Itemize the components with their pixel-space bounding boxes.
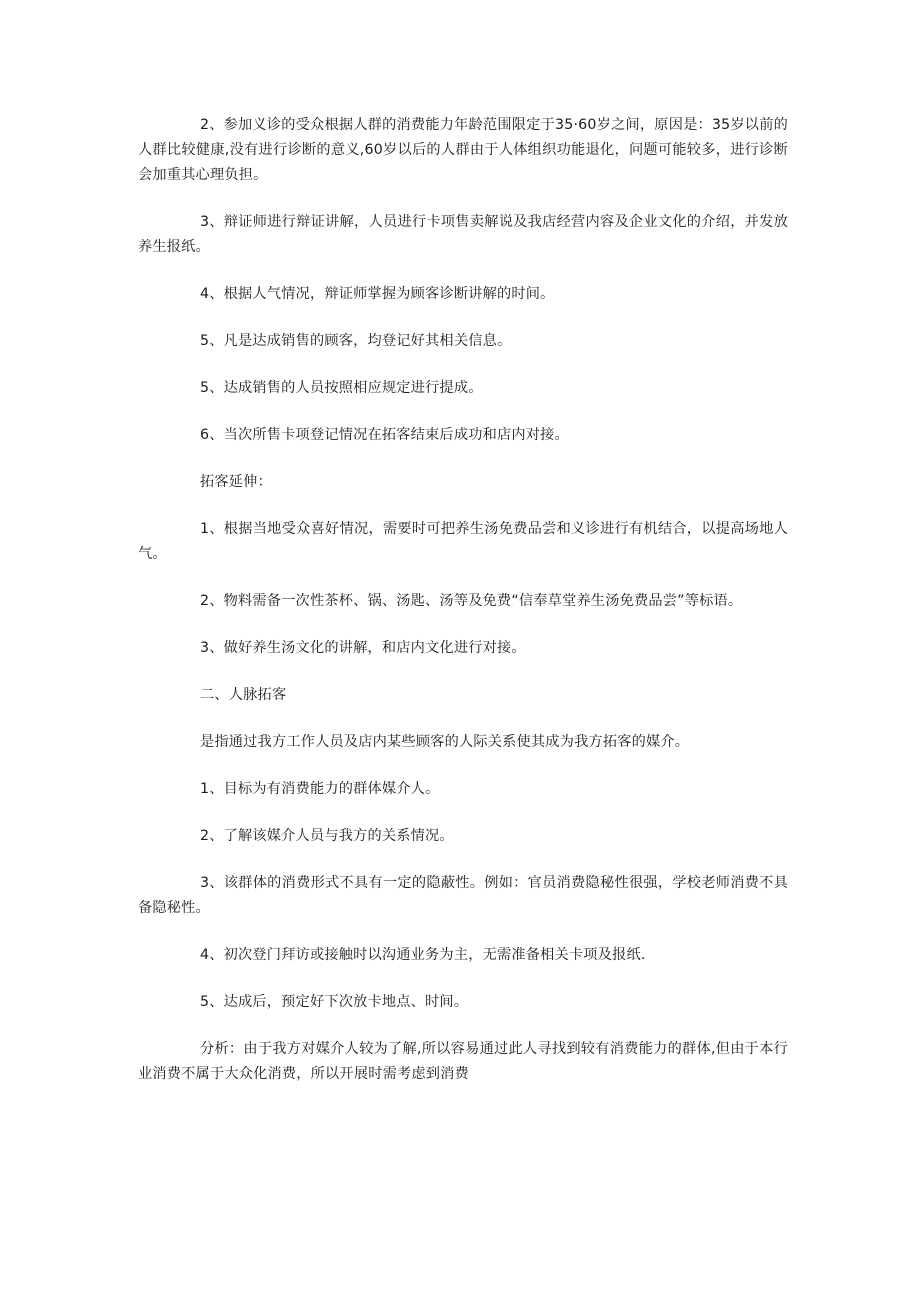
- paragraph-network-5: 5、达成后，预定好下次放卡地点、时间。: [200, 994, 469, 1010]
- section-heading-extension: 拓客延伸：: [200, 474, 272, 490]
- paragraph-extension-3: 3、做好养生汤文化的讲解，和店内文化进行对接。: [200, 640, 526, 656]
- paragraph-network-definition: 是指通过我方工作人员及店内某些顾客的人际关系使其成为我方拓客的媒介。: [200, 734, 690, 750]
- paragraph-network-3: 3、该群体的消费形式不具有一定的隐蔽性。例如：官员消费隐秘性很强，学校老师消费不具备隐秘性。: [138, 875, 788, 916]
- paragraph-commission: 5、达成销售的人员按照相应规定进行提成。: [200, 380, 483, 396]
- paragraph-handover: 6、当次所售卡项登记情况在拓客结束后成功和店内对接。: [200, 427, 569, 443]
- document-body: [138, 113, 788, 1109]
- paragraph-lecture: 3、辩证师进行辩证讲解，人员进行卡项售卖解说及我店经营内容及企业文化的介绍，并发放养生报纸。: [138, 214, 788, 255]
- paragraph-network-2: 2、了解该媒介人员与我方的关系情况。: [200, 828, 454, 844]
- paragraph-network-4: 4、初次登门拜访或接触时以沟通业务为主，无需准备相关卡项及报纸.: [200, 947, 646, 963]
- paragraph-register-info: 5、凡是达成销售的顾客，均登记好其相关信息。: [200, 333, 512, 349]
- paragraph-extension-2: 2、物料需备一次性茶杯、锅、汤匙、汤等及免费“信奉草堂养生汤免费品尝”等标语。: [200, 593, 743, 609]
- paragraph-network-1: 1、目标为有消费能力的群体媒介人。: [200, 781, 440, 797]
- paragraph-analysis: 分析：由于我方对媒介人较为了解,所以容易通过此人寻找到较有消费能力的群体,但由于本行业消费不属于大众化消费，所以开展时需考虑到消费: [138, 1041, 788, 1082]
- paragraph-extension-1: 1、根据当地受众喜好情况，需要时可把养生汤免费品尝和义诊进行有机结合，以提高场地人气。: [138, 521, 788, 562]
- paragraph-timing: 4、根据人气情况，辩证师掌握为顾客诊断讲解的时间。: [200, 286, 555, 302]
- paragraph-age-range: 2、参加义诊的受众根据人群的消费能力年龄范围限定于35·60岁之间，原因是：35岁以前的人群比较健康,没有进行诊断的意义,60岁以后的人群由于人体组织功能退化，问题可能较多，进行诊断会加重其心理负担。: [138, 117, 788, 183]
- section-heading-network: 二、人脉拓客: [200, 687, 287, 703]
